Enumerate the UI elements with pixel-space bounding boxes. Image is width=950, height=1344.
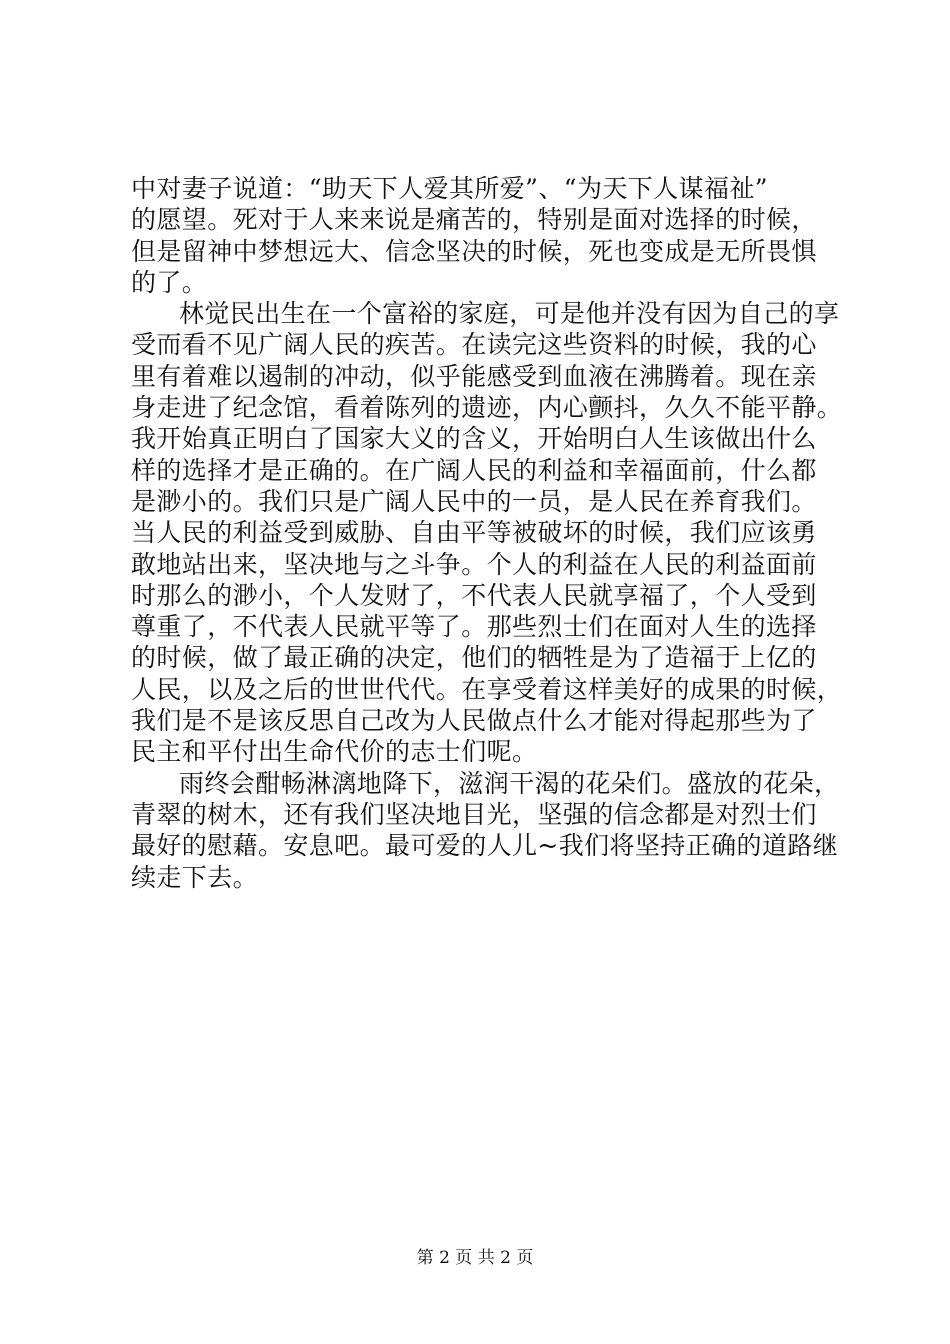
text-line: 是渺小的。我们只是广阔人民中的一员，是人民在养育我们。 — [131, 486, 817, 516]
text-line: 的时候，做了最正确的决定，他们的牺牲是为了造福于上亿的 — [131, 643, 817, 673]
text-line: 受而看不见广阔人民的疾苦。在读完这些资料的时候，我的心 — [131, 330, 817, 360]
text-line: 青翠的树木，还有我们坚决地目光，坚强的信念都是对烈士们 — [131, 799, 817, 829]
text-line: 身走进了纪念馆，看着陈列的遗迹，内心颤抖，久久不能平静。 — [131, 393, 843, 423]
text-line: 里有着难以遏制的冲动，似乎能感受到血液在沸腾着。现在亲 — [131, 361, 817, 391]
text-line: 当人民的利益受到威胁、自由平等被破坏的时候，我们应该勇 — [131, 518, 817, 548]
text-line: 我开始真正明白了国家大义的含义，开始明白人生该做出什么 — [131, 424, 817, 454]
text-line: 的了。 — [131, 267, 208, 297]
text-line: 续走下去。 — [131, 862, 259, 892]
page-number-footer: 第 2 页 共 2 页 — [416, 1248, 534, 1268]
text-line: 民主和平付出生命代价的志士们呢。 — [131, 737, 538, 767]
text-line: 尊重了，不代表人民就平等了。那些烈士们在面对人生的选择 — [131, 612, 817, 642]
body-text — [131, 173, 851, 893]
text-line: 人民，以及之后的世世代代。在享受着这样美好的成果的时候， — [131, 674, 843, 704]
text-line: 我们是不是该反思自己改为人民做点什么才能对得起那些为了 — [131, 706, 817, 736]
paragraph-first-line: 雨终会酣畅淋漓地降下，滋润干渴的花朵们。盛放的花朵， — [179, 768, 840, 798]
text-line: 敢地站出来，坚决地与之斗争。个人的利益在人民的利益面前 — [131, 549, 817, 579]
text-line: 样的选择才是正确的。在广阔人民的利益和幸福面前，什么都 — [131, 455, 817, 485]
paragraph-first-line: 林觉民出生在一个富裕的家庭，可是他并没有因为自己的享 — [179, 299, 840, 329]
text-line: 的愿望。死对于人来来说是痛苦的，特别是面对选择的时候， — [131, 205, 817, 235]
text-line: 中对妻子说道：“助天下人爱其所爱”、“为天下人谋福祉” — [131, 174, 768, 203]
text-line: 但是留神中梦想远大、信念坚决的时候，死也变成是无所畏惧 — [131, 236, 817, 266]
text-line: 时那么的渺小，个人发财了，不代表人民就享福了，个人受到 — [131, 580, 817, 610]
text-line: 最好的慰藉。安息吧。最可爱的人儿~我们将坚持正确的道路继 — [131, 831, 839, 861]
